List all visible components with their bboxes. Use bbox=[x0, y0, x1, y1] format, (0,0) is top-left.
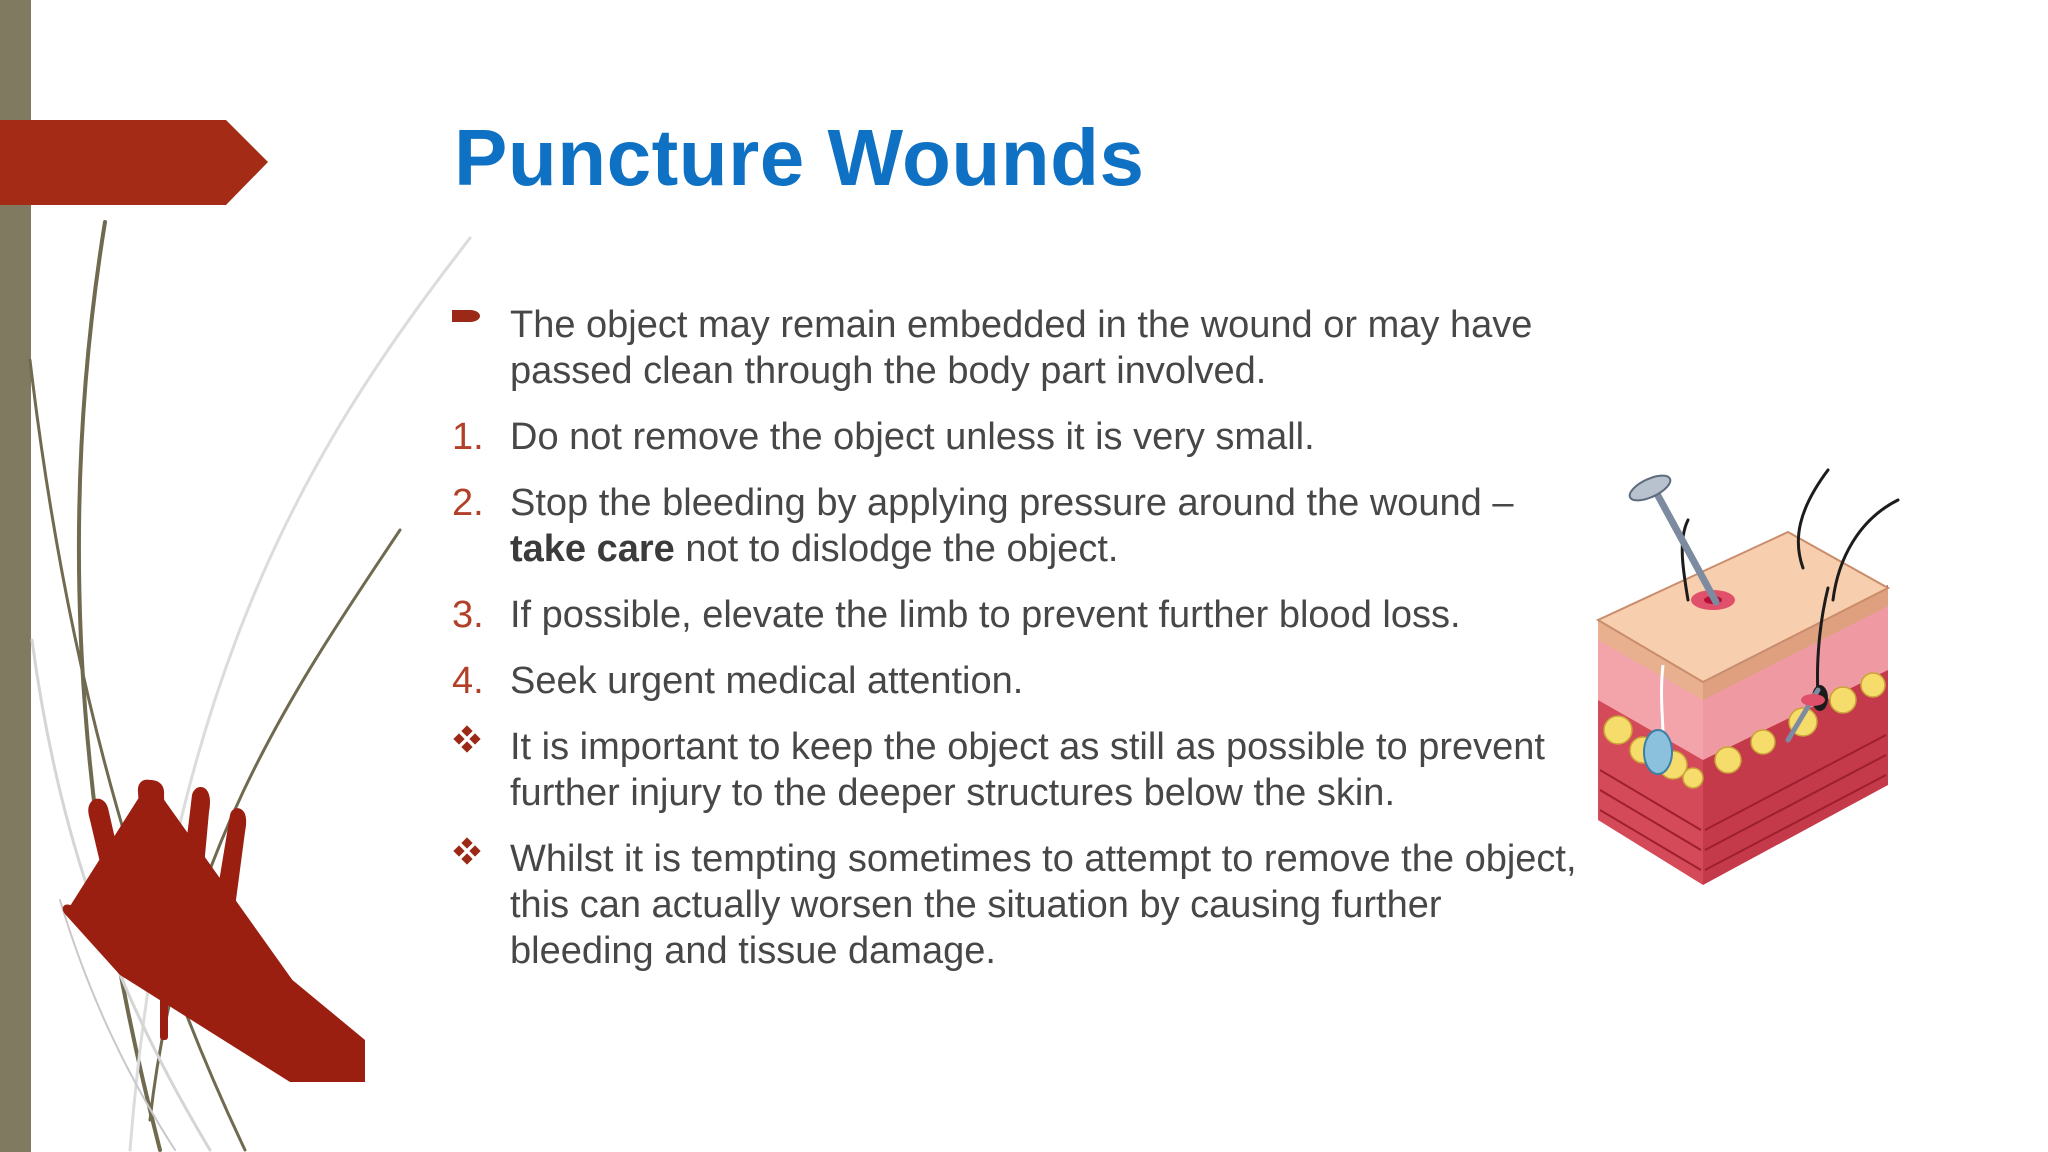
list-number: 3. bbox=[452, 594, 484, 636]
list-item-text bbox=[510, 480, 1582, 572]
list-item-step-1 bbox=[452, 414, 1582, 460]
bold-emphasis: take care bbox=[510, 528, 675, 570]
title-arrow-banner bbox=[0, 120, 268, 205]
decorative-graphics bbox=[0, 0, 480, 1152]
page-title: Puncture Wounds bbox=[454, 113, 1145, 202]
list-item-text: The object may remain embedded in the wound or may have passed clean through the body part involved. bbox=[510, 304, 1533, 392]
diamond-bullet-icon bbox=[452, 836, 510, 866]
skin-cross-section-illustration bbox=[1588, 460, 1908, 900]
list-number: 4. bbox=[452, 660, 484, 702]
list-item-text: Do not remove the object unless it is very small. bbox=[510, 416, 1315, 458]
list-item-text: If possible, elevate the limb to prevent further blood loss. bbox=[510, 594, 1461, 636]
list-item-text: Whilst it is tempting sometimes to attempt to remove the object, this can actually worsen the situation by causing further bleeding and tissue damage. bbox=[510, 838, 1577, 972]
list-item-step-2 bbox=[452, 480, 1582, 572]
text-segment: not to dislodge the object. bbox=[674, 528, 1119, 570]
list-item-step-4 bbox=[452, 658, 1582, 704]
content-list bbox=[452, 302, 1582, 994]
list-item-text: It is important to keep the object as still as possible to prevent further injury to the deeper structures below the skin. bbox=[510, 726, 1545, 814]
nail-shape bbox=[1626, 471, 1716, 602]
list-item-intro bbox=[452, 302, 1582, 394]
list-item-text: Seek urgent medical attention. bbox=[510, 660, 1024, 702]
bloody-hand-icon bbox=[63, 780, 365, 1082]
arrow-bullet-icon bbox=[452, 302, 510, 326]
list-item-note-2 bbox=[452, 836, 1582, 974]
text-segment: Stop the bleeding by applying pressure around the wound – bbox=[510, 482, 1514, 524]
list-item-step-3 bbox=[452, 592, 1582, 638]
list-number: 1. bbox=[452, 416, 484, 458]
diamond-bullet-icon bbox=[452, 724, 510, 754]
list-number: 2. bbox=[452, 482, 484, 524]
list-item-note-1 bbox=[452, 724, 1582, 816]
